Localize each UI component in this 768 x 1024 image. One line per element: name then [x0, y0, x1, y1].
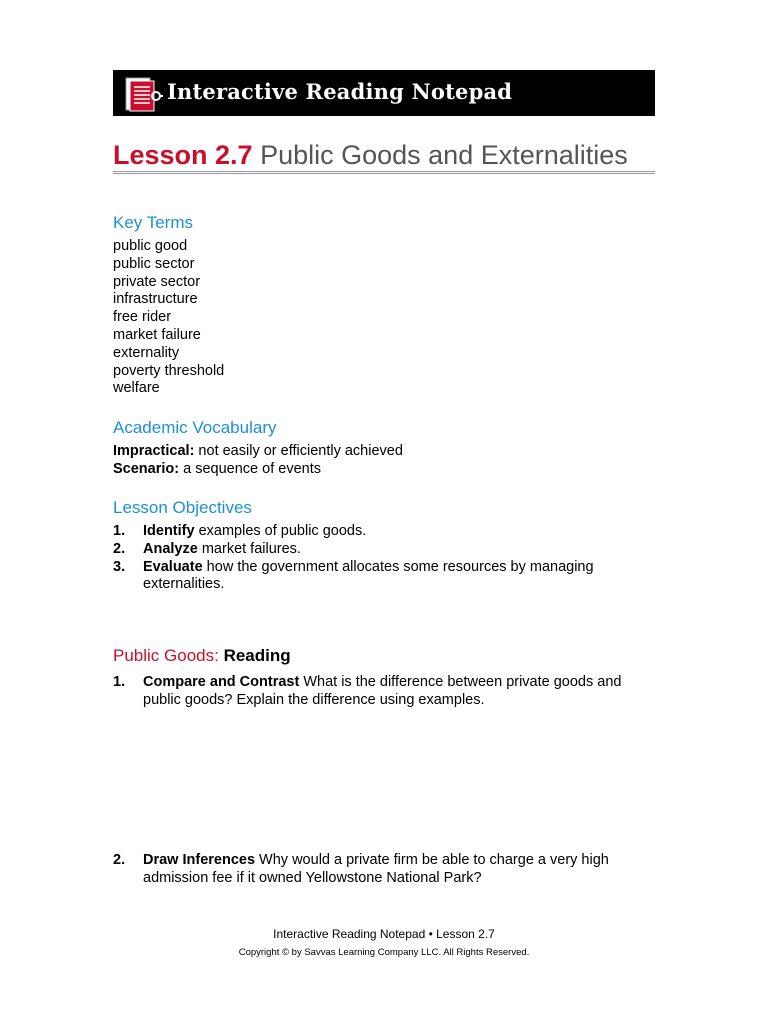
- question-text: What is the difference between private goods and public goods? Explain the difference using examples.: [143, 674, 622, 708]
- academic-vocabulary-heading: Academic Vocabulary: [113, 418, 277, 437]
- lesson-number: Lesson 2.7: [113, 140, 253, 170]
- key-term: public sector: [113, 255, 195, 272]
- objective-item: [113, 559, 633, 595]
- key-term: externality: [113, 344, 180, 361]
- copyright-notice: Copyright © by Savvas Learning Company LLC. All Rights Reserved.: [238, 947, 530, 958]
- lesson-heading: [113, 139, 655, 171]
- lesson-title: Public Goods and Externalities: [260, 140, 628, 170]
- notepad-icon: [123, 72, 163, 114]
- key-term: market failure: [113, 326, 201, 343]
- question-body: [113, 852, 643, 888]
- vocabulary-item: [113, 461, 403, 479]
- vocabulary-definition: not easily or efficiently achieved: [194, 443, 403, 459]
- objective-verb: Analyze: [143, 540, 198, 557]
- banner-title: Interactive Reading Notepad: [167, 79, 513, 104]
- question-skill: Compare and Contrast: [143, 674, 300, 690]
- key-term: free rider: [113, 309, 172, 326]
- question-body: [113, 674, 643, 710]
- objective-item: [113, 541, 633, 559]
- question-text: Why would a private firm be able to charge a very high admission fee if it owned Yellowstone National Park?: [143, 852, 609, 886]
- reading-topic: Public Goods:: [113, 646, 219, 665]
- heading-divider: [113, 171, 655, 174]
- reading-section-heading: [113, 646, 291, 666]
- objective-item: [113, 523, 633, 541]
- key-term: private sector: [113, 273, 201, 290]
- vocabulary-definition: a sequence of events: [179, 460, 321, 477]
- objective-verb: Evaluate: [143, 558, 203, 575]
- question-skill: Draw Inferences: [143, 852, 256, 868]
- lesson-objectives-heading: Lesson Objectives: [113, 498, 252, 517]
- reading-question: [113, 852, 643, 888]
- question-number: 2.: [113, 852, 126, 868]
- key-term: public good: [113, 238, 188, 254]
- objective-number: 1.: [113, 523, 126, 539]
- page-footer: Interactive Reading Notepad • Lesson 2.7: [273, 927, 495, 941]
- reading-question: [113, 674, 643, 710]
- vocabulary-list: [113, 443, 403, 479]
- vocabulary-term: Impractical:: [113, 443, 195, 459]
- header-banner: [113, 70, 655, 116]
- objective-text: market failures.: [197, 540, 301, 557]
- key-term: infrastructure: [113, 291, 198, 308]
- question-number: 1.: [113, 674, 126, 690]
- key-terms-list: [113, 238, 224, 398]
- objective-verb: Identify: [143, 523, 195, 539]
- objective-number: 2.: [113, 540, 126, 557]
- vocabulary-term: Scenario:: [113, 460, 180, 477]
- objective-number: 3.: [113, 558, 126, 575]
- vocabulary-item: [113, 443, 403, 461]
- reading-label: Reading: [223, 646, 291, 665]
- key-term: welfare: [113, 380, 160, 397]
- objective-text: how the government allocates some resources by managing externalities.: [143, 558, 594, 593]
- objectives-list: [113, 523, 633, 594]
- objective-text: examples of public goods.: [194, 523, 367, 539]
- key-terms-heading: Key Terms: [113, 213, 193, 232]
- key-term: poverty threshold: [113, 362, 225, 379]
